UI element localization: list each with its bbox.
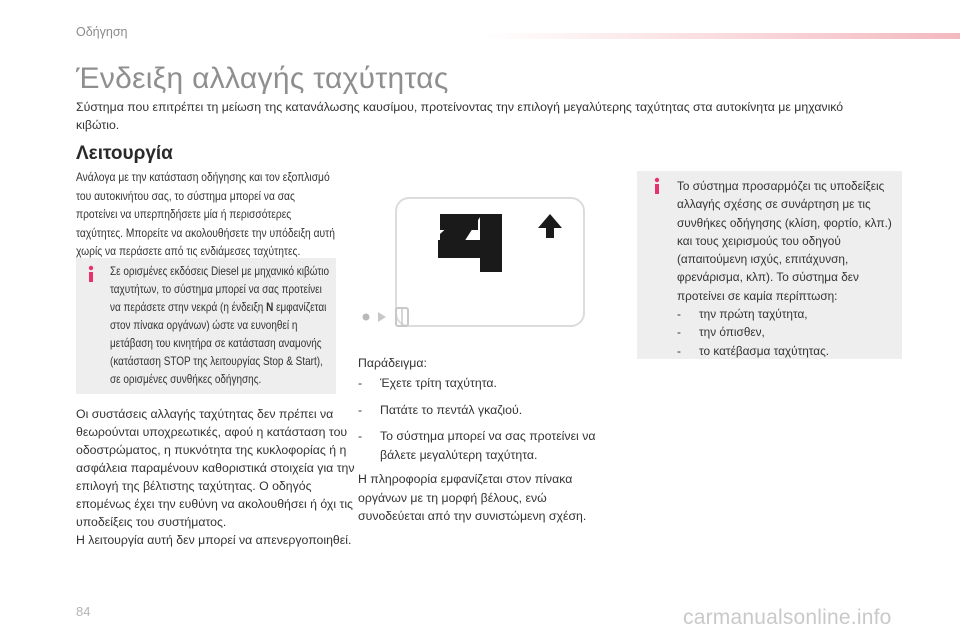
operation-description: Ανάλογα με την κατάσταση οδήγησης και τον εξοπλισμό του αυτοκινήτου σας, το σύστημα μπορεί να σας προτείνει να υπερπηδήσετε μία ή περισσότερες ταχύτητες. Μπορείτε να ακολουθήσετε την υπόδειξη αυτή χωρίς να περάσετε από τις ενδιάμεσες ταχύτητες. [76,170,335,258]
note-adaptation-content [677,177,901,360]
intro-paragraph: Σύστημα που επιτρέπει τη μείωση της κατανάλωσης καυσίμου, προτείνοντας την επιλογή μεγαλύτερης ταχύτητας στα αυτοκίνητα με μηχανικό κιβώτιο. [76,100,844,132]
example-step: - Πατάτε το πεντάλ γκαζιού. [358,401,618,420]
note-adaptation-text: Το σύστημα προσαρμόζει τις υποδείξεις αλλαγής σχέσης σε συνάρτηση με τις συνθήκες οδήγησης (κλίση, φορτίο, κλπ.) και τους χειρισμούς του οδηγού (απαιτούμενη ισχύς, επιτάχυνση, φρενάρισμα, κλπ). Το σύστημα δεν προτείνει σε καμία περίπτωση: [677,179,892,303]
header-accent-bar [485,33,960,39]
info-icon [652,177,662,195]
note-diesel-text [110,263,330,389]
list-item: - την πρώτη ταχύτητα, [677,305,901,323]
advice-disable-text: Η λειτουργία αυτή δεν μπορεί να απενεργοποιηθεί. [76,533,352,547]
gear-number-4 [438,214,502,272]
example-step: - Έχετε τρίτη ταχύτητα. [358,374,618,393]
section-label: Οδήγηση [76,25,128,39]
page-title: Ένδειξη αλλαγής ταχύτητας [76,62,449,95]
example-steps [358,374,618,472]
example-info-paragraph: Η πληροφορία εμφανίζεται στον πίνακα οργάνων με τη μορφή βέλους, ενώ συνοδεύεται από την συνιστώμενη σχέση. [358,472,587,523]
watermark: carmanualsonline.info [683,606,892,629]
advice-text: Οι συστάσεις αλλαγής ταχύτητας δεν πρέπει να θεωρούνται υποχρεωτικές, αφού η κατάσταση του οδοστρώματος, η πυκνότητα της κυκλοφορίας ή η ασφάλεια παραμένουν καθοριστικά στοιχεία για την επιλογή της βέλτιστης ταχύτητας. Ο οδηγός επομένως έχει την ευθύνη να ακολουθήσει ή όχι τις υποδείξεις του συστήματος. [76,407,355,529]
start-stop-icon [363,312,387,322]
advice-paragraph [76,405,356,549]
list-item: - το κατέβασμα ταχύτητας. [677,342,901,360]
gear-shift-icon [396,308,408,326]
operation-heading: Λειτουργία [76,143,173,164]
neutral-indicator: N [266,301,274,314]
note-diesel-text-pre: Σε ορισμένες εκδόσεις Diesel με μηχανικό κιβώτιο ταχυτήτων, το σύστημα μπορεί να σας προτείνει να περάσετε στην νεκρά (η ένδειξη [110,265,330,314]
up-arrow-icon [538,214,562,238]
page-number: 84 [76,604,91,619]
instrument-panel-illustration [358,180,598,345]
note-diesel-text-post: εμφανίζεται στον πίνακα οργάνων) ώστε να ευνοηθεί η μετάβαση του κινητήρα σε κατάσταση αναμονής (κατάσταση STOP της λειτουργίας Stop & Start), σε ορισμένες συνθήκες οδήγησης. [110,301,327,386]
example-label: Παράδειγμα: [358,356,427,370]
not-proposed-list [677,305,901,360]
info-icon [86,265,96,283]
example-step: - Το σύστημα μπορεί να σας προτείνει να βάλετε μεγαλύτερη ταχύτητα. [358,427,618,464]
list-item: - την όπισθεν, [677,323,901,341]
